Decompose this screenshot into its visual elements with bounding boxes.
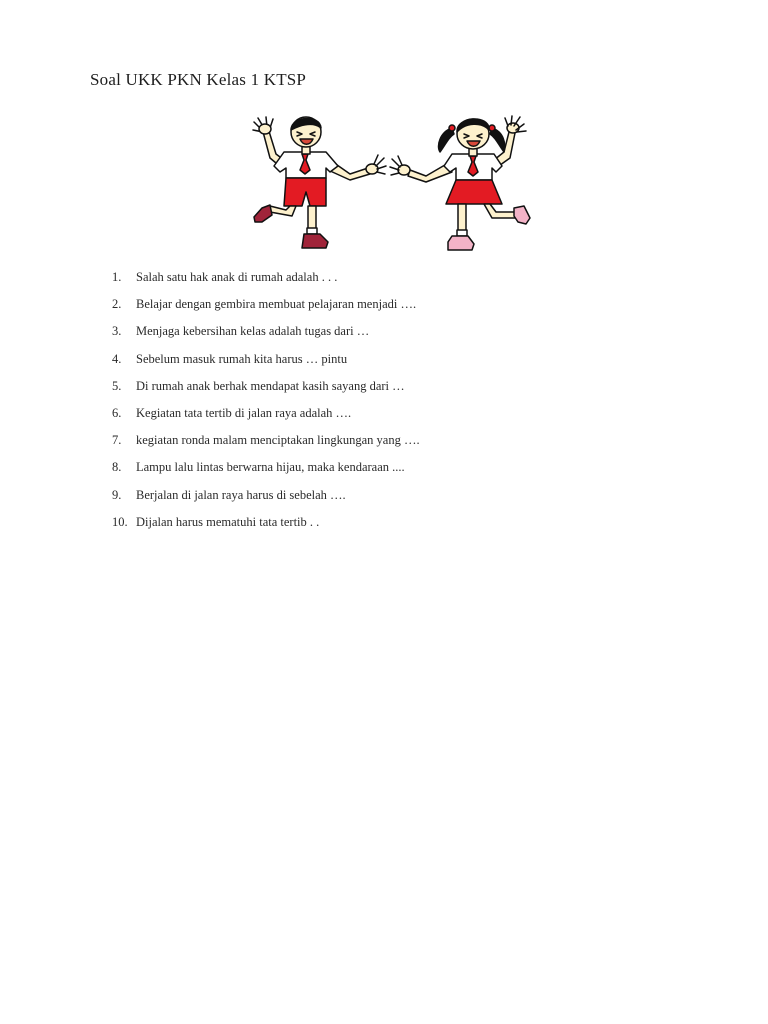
question-number: 9. bbox=[112, 487, 122, 502]
question-item bbox=[112, 458, 420, 485]
question-item bbox=[112, 377, 420, 404]
question-item bbox=[112, 295, 420, 322]
question-text: Salah satu hak anak di rumah adalah . . . bbox=[136, 270, 338, 284]
question-text: Sebelum masuk rumah kita harus … pintu bbox=[136, 351, 348, 366]
two-school-children-waving-icon bbox=[240, 112, 535, 262]
question-text: Dijalan harus mematuhi tata tertib . . bbox=[136, 514, 320, 529]
page-title: Soal UKK PKN Kelas 1 KTSP bbox=[90, 70, 307, 89]
question-text: Belajar dengan gembira membuat pelajaran menjadi …. bbox=[136, 297, 417, 312]
question-text: Di rumah anak berhak mendapat kasih sayang dari … bbox=[136, 378, 405, 393]
question-item bbox=[112, 486, 420, 513]
question-item bbox=[112, 404, 420, 431]
question-number: 1. bbox=[112, 270, 122, 284]
question-number: 5. bbox=[112, 378, 122, 393]
question-number: 6. bbox=[112, 405, 122, 420]
question-number: 7. bbox=[112, 433, 122, 448]
question-item bbox=[112, 513, 420, 540]
question-item bbox=[112, 350, 420, 377]
question-text: Berjalan di jalan raya harus di sebelah …. bbox=[136, 487, 346, 502]
question-number: 2. bbox=[112, 297, 122, 312]
question-text: Menjaga kebersihan kelas adalah tugas dari … bbox=[136, 324, 370, 339]
question-item bbox=[112, 268, 420, 295]
boy-figure bbox=[253, 117, 386, 248]
question-number: 8. bbox=[112, 460, 122, 475]
question-item bbox=[112, 322, 420, 349]
girl-figure bbox=[390, 116, 530, 250]
question-text: Lampu lalu lintas berwarna hijau, maka kendaraan .... bbox=[136, 460, 405, 475]
question-list bbox=[112, 268, 420, 540]
question-text: kegiatan ronda malam menciptakan lingkungan yang …. bbox=[136, 433, 420, 448]
question-item bbox=[112, 431, 420, 458]
question-text: Kegiatan tata tertib di jalan raya adalah …. bbox=[136, 405, 352, 420]
question-number: 3. bbox=[112, 324, 122, 339]
question-number: 4. bbox=[112, 351, 122, 366]
question-number: 10. bbox=[112, 514, 128, 529]
